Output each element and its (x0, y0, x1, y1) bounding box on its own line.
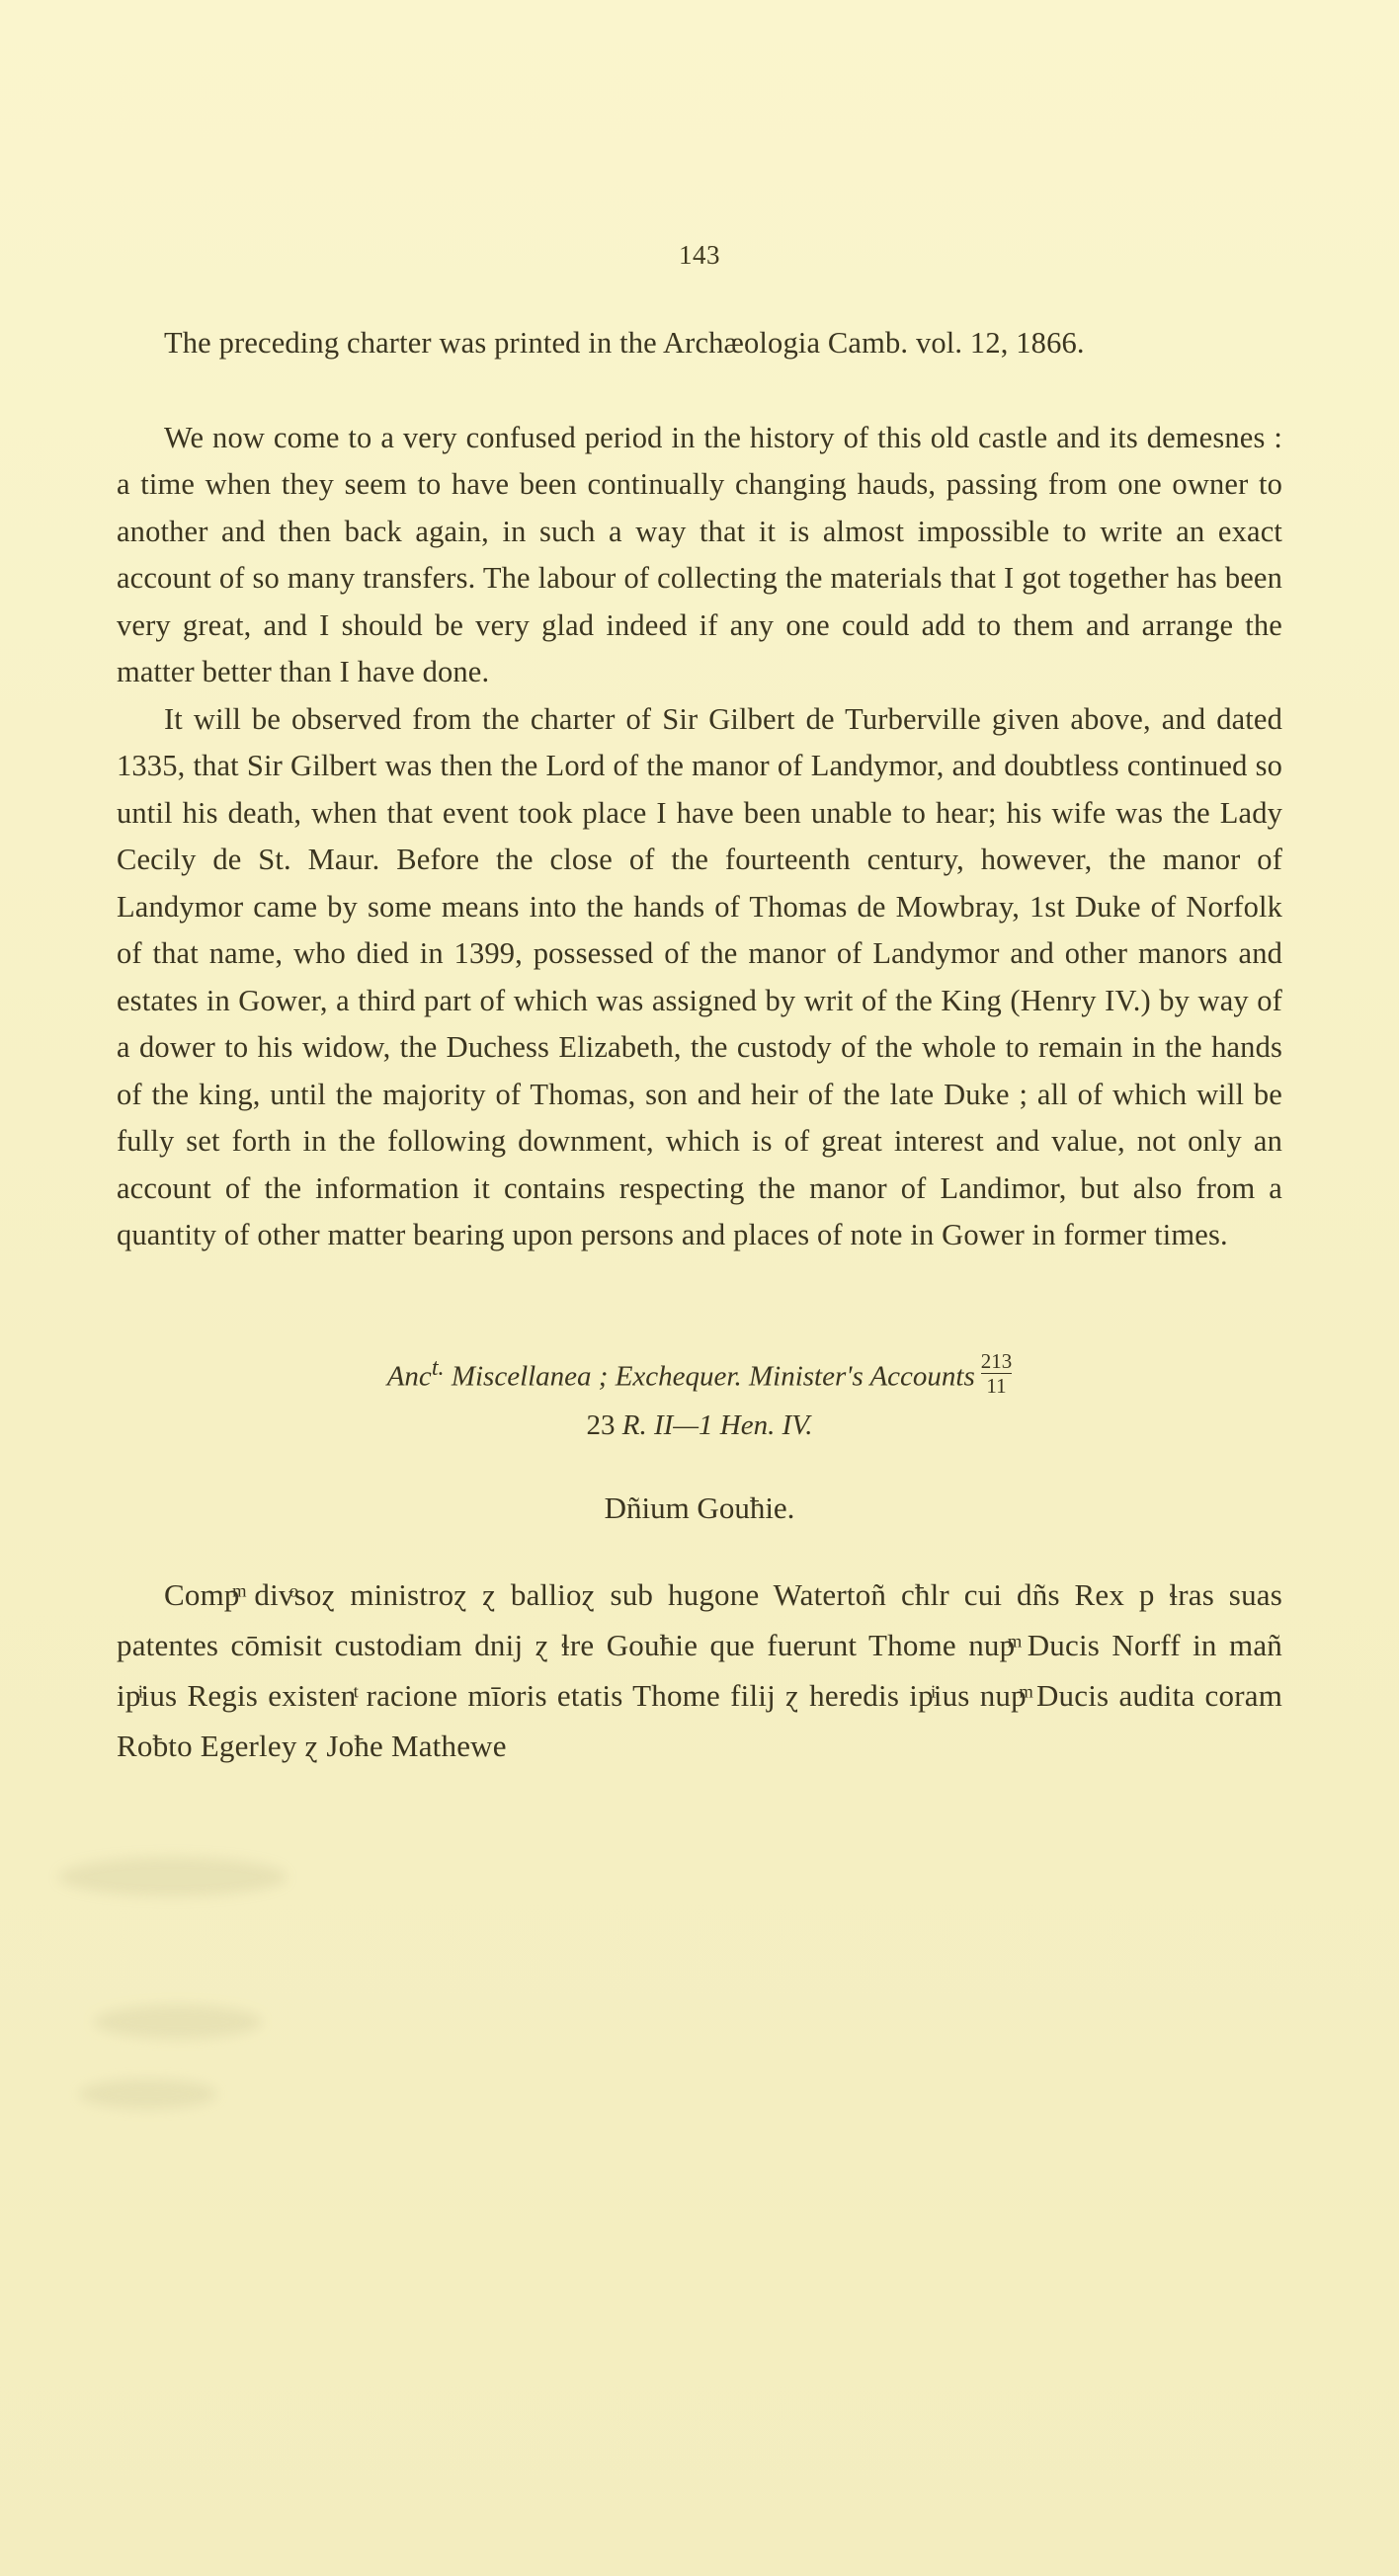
citation-line-2 (117, 1404, 1282, 1447)
paragraph-1: The preceding charter was printed in the Archæologia Camb. vol. 12, 1866. (164, 326, 1085, 360)
citation-prefix: Anc (386, 1360, 432, 1393)
citation-block (117, 1346, 1282, 1448)
citation-fraction (981, 1350, 1013, 1396)
latin-line-1: Compͫ divͦsoɀ ministroɀ ɀ ballioɀ sub hugone Watertoñ (164, 1577, 887, 1613)
latin-transcript (117, 1570, 1282, 1771)
page-content (117, 0, 1282, 1771)
citation-fraction-denominator: 11 (981, 1373, 1013, 1397)
latin-heading: Dñium Gouħie. (604, 1490, 795, 1526)
citation-source: Miscellanea ; Exchequer. Minister's Accounts (451, 1360, 975, 1393)
citation-regnal-year: 23 (586, 1409, 616, 1442)
paper-stain (94, 2005, 262, 2039)
citation-fraction-numerator: 213 (980, 1349, 1013, 1374)
citation-prefix-superscript: t. (431, 1353, 445, 1381)
latin-line-2: cħlr cui dñs Rex p ɬras suas patentes cōmisit custodiam dnij (117, 1577, 1282, 1663)
paragraph-2: We now come to a very confused period in the history of this old castle and its demesnes : a time when they seem to have been continually changing hauds, passing from one owner to another and then back again, in such a way that it is almost impossible to write an exact account of so many transfers. The labour of collecting the materials that I got together has been very great, and I should be very glad indeed if any one could add to them and arrange the matter better than I have done. (117, 420, 1282, 688)
paper-stain (79, 2079, 217, 2109)
latin-line-3: ɀ ɬre Gouħie que fuerunt Thome nupͫ Ducis Norff in mañ (535, 1628, 1282, 1663)
citation-regnal-roman: R. II (621, 1409, 674, 1442)
paper-stain (59, 1857, 287, 1896)
paragraph-3: It will be observed from the charter of Sir Gilbert de Turberville given above, and dated 1335, that Sir Gilbert was then the Lord of the manor of Landymor, and doubtless continued so until his death, when that event took place I have been unable to hear; his wife was the Lady Cecily de St. Maur. Before the close of the fourteenth century, however, the manor of Landymor came by some means into the hands of Thomas de Mowbray, 1st Duke of Norfolk of that name, who died in 1399, possessed of the manor of Landymor and other manors and estates in Gower, a third part of which was assigned by writ of the King (Henry IV.) by way of a dower to his widow, the Duchess Elizabeth, the custody of the whole to remain in the hands of the king, until the majority of Thomas, son and heir of the late Duke ; all of which will be fully set forth in the following downment, which is of great interest and value, not only an account of the information it contains respecting the manor of Landimor, but also from a quantity of other matter bearing upon persons and places of note in Gower in former times. (117, 701, 1282, 1251)
page-number: 143 (679, 240, 720, 270)
latin-line-5: ipͥius nupͫ Ducis audita coram Roƀto Egerley ɀ Joħe Mathewe (117, 1678, 1283, 1764)
citation-regnal-rest: —1 Hen. IV. (673, 1409, 813, 1442)
latin-line-4: ipͥius Regis existenͭ racione mīoris etatis Thome filij ɀ heredis (117, 1678, 900, 1714)
